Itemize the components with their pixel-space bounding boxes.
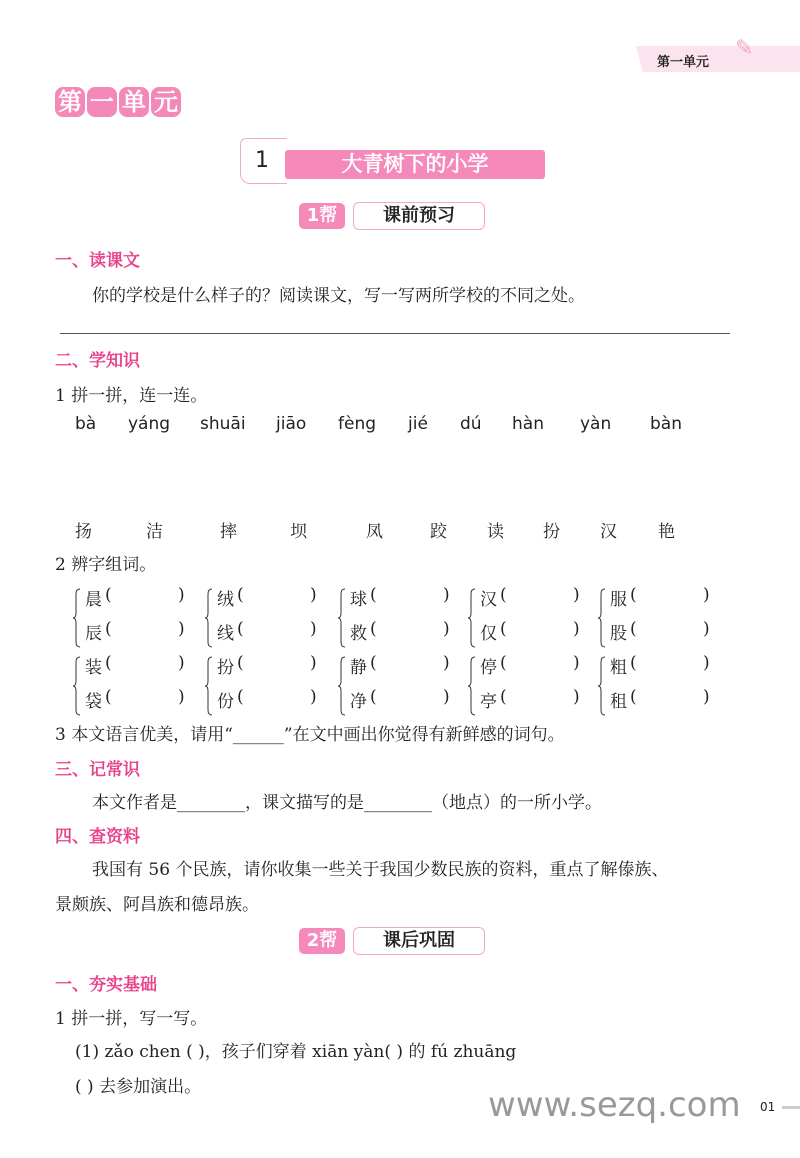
word-pair-char: 仅 [480, 624, 497, 644]
brace-icon [205, 588, 213, 648]
header-unit-label: 第一单元 [657, 55, 710, 70]
pinyin-item: yàn [580, 414, 612, 434]
answer-blank: ( [105, 687, 112, 707]
section-title: 一、读课文 [55, 251, 140, 271]
word-pair-char: 份 [217, 692, 234, 712]
answer-blank: ) [310, 653, 317, 673]
answer-blank: ) [703, 585, 710, 605]
answer-blank: ( [105, 653, 112, 673]
question: 1 拼一拼，写一写。 [55, 1009, 208, 1029]
char-item: 扮 [543, 522, 560, 542]
brace-icon [73, 656, 81, 716]
answer-blank: ) [573, 653, 580, 673]
answer-blank: ( [500, 619, 507, 639]
lesson-number: 1 [255, 148, 269, 173]
answer-blank: ) [310, 619, 317, 639]
char-item: 读 [487, 522, 504, 542]
answer-blank: ( [105, 585, 112, 605]
answer-blank: ) [443, 653, 450, 673]
section-title: 二、学知识 [55, 351, 140, 371]
unit-title [55, 87, 183, 117]
answer-blank: ( [630, 585, 637, 605]
question: 1 拼一拼，连一连。 [55, 386, 208, 406]
word-pair-char: 绒 [217, 590, 234, 610]
page-line [782, 1106, 800, 1109]
answer-blank: ) [703, 687, 710, 707]
answer-blank: ) [443, 687, 450, 707]
section-title: 三、记常识 [55, 760, 140, 780]
quill-icon: ✎ [735, 36, 754, 61]
section-title: 一、夯实基础 [55, 975, 157, 995]
answer-blank: ( [370, 585, 377, 605]
answer-blank: ( [500, 687, 507, 707]
char-item: 坝 [290, 522, 307, 542]
answer-blank: ( [237, 619, 244, 639]
char-item: 汉 [600, 522, 617, 542]
char-item: 洁 [146, 522, 163, 542]
part1-badge: 1帮 [299, 203, 345, 229]
answer-line [60, 333, 730, 334]
answer-blank: ) [703, 619, 710, 639]
answer-blank: ) [178, 687, 185, 707]
unit-title-char: 元 [151, 87, 181, 117]
answer-blank: ( [237, 653, 244, 673]
word-pair-char: 净 [350, 692, 367, 712]
answer-blank: ( [237, 687, 244, 707]
answer-blank: ) [178, 619, 185, 639]
unit-title-char: 单 [119, 87, 149, 117]
answer-blank: ) [178, 653, 185, 673]
char-item: 跤 [430, 522, 447, 542]
paragraph: 我国有 56 个民族，请你收集一些关于我国少数民族的资料，重点了解傣族、 [92, 860, 669, 880]
answer-blank: ( [105, 619, 112, 639]
brace-icon [205, 656, 213, 716]
pinyin-item: jié [408, 414, 428, 434]
unit-title-char: 第 [55, 87, 85, 117]
part1-label: 课前预习 [353, 202, 485, 230]
answer-blank: ) [703, 653, 710, 673]
word-pair-char: 停 [480, 658, 497, 678]
answer-blank: ( [500, 653, 507, 673]
pinyin-item: hàn [512, 414, 544, 434]
unit-title-char: 一 [87, 87, 117, 117]
word-pair-char: 汉 [480, 590, 497, 610]
pinyin-item: bàn [650, 414, 682, 434]
word-pair-char: 辰 [85, 624, 102, 644]
answer-blank: ( [630, 653, 637, 673]
answer-blank: ) [310, 687, 317, 707]
paragraph: 本文作者是________，课文描写的是________（地点）的一所小学。 [92, 793, 602, 813]
word-pair-char: 晨 [85, 590, 102, 610]
brace-icon [338, 656, 346, 716]
pinyin-item: yáng [128, 414, 171, 434]
char-item: 凤 [366, 522, 383, 542]
answer-blank: ) [178, 585, 185, 605]
char-item: 扬 [75, 522, 92, 542]
page-number: 01 [760, 1100, 776, 1114]
answer-blank: ) [573, 619, 580, 639]
pinyin-item: fèng [338, 414, 377, 434]
fill-blank-line: (1) zǎo chen ( )，孩子们穿着 xiān yàn( ) 的 fú zhuāng [75, 1042, 517, 1062]
brace-icon [338, 588, 346, 648]
answer-blank: ( [630, 687, 637, 707]
word-pair-char: 扮 [217, 658, 234, 678]
pinyin-item: dú [460, 414, 482, 434]
answer-blank: ( [370, 619, 377, 639]
answer-blank: ) [573, 687, 580, 707]
word-pair-char: 粗 [610, 658, 627, 678]
lesson-title: 大青树下的小学 [285, 150, 545, 179]
question: 2 辨字组词。 [55, 555, 157, 575]
word-pair-char: 静 [350, 658, 367, 678]
question: 3 本文语言优美，请用“______”在文中画出你觉得有新鲜感的词句。 [55, 725, 565, 745]
brace-icon [598, 656, 606, 716]
word-pair-char: 线 [217, 624, 234, 644]
char-item: 艳 [658, 522, 675, 542]
part2-badge: 2帮 [299, 928, 345, 954]
answer-blank: ) [443, 585, 450, 605]
word-pair-char: 租 [610, 692, 627, 712]
pinyin-item: shuāi [200, 414, 246, 434]
brace-icon [468, 588, 476, 648]
section-title: 四、查资料 [55, 827, 140, 847]
answer-blank: ( [500, 585, 507, 605]
part2-label: 课后巩固 [353, 927, 485, 955]
word-pair-char: 股 [610, 624, 627, 644]
char-item: 摔 [220, 522, 237, 542]
answer-blank: ) [443, 619, 450, 639]
watermark: www.sezq.com [488, 1085, 741, 1125]
answer-blank: ( [630, 619, 637, 639]
word-pair-char: 球 [350, 590, 367, 610]
paragraph: 景颇族、阿昌族和德昂族。 [55, 895, 259, 915]
pinyin-item: jiāo [276, 414, 307, 434]
fill-blank-line: ( ) 去参加演出。 [75, 1077, 202, 1097]
brace-icon [468, 656, 476, 716]
word-pair-char: 服 [610, 590, 627, 610]
answer-blank: ) [310, 585, 317, 605]
brace-icon [598, 588, 606, 648]
paragraph: 你的学校是什么样子的？阅读课文，写一写两所学校的不同之处。 [92, 286, 585, 306]
answer-blank: ( [370, 687, 377, 707]
word-pair-char: 救 [350, 624, 367, 644]
answer-blank: ) [573, 585, 580, 605]
answer-blank: ( [237, 585, 244, 605]
pinyin-item: bà [75, 414, 97, 434]
answer-blank: ( [370, 653, 377, 673]
word-pair-char: 袋 [85, 692, 102, 712]
word-pair-char: 亭 [480, 692, 497, 712]
word-pair-char: 装 [85, 658, 102, 678]
brace-icon [73, 588, 81, 648]
